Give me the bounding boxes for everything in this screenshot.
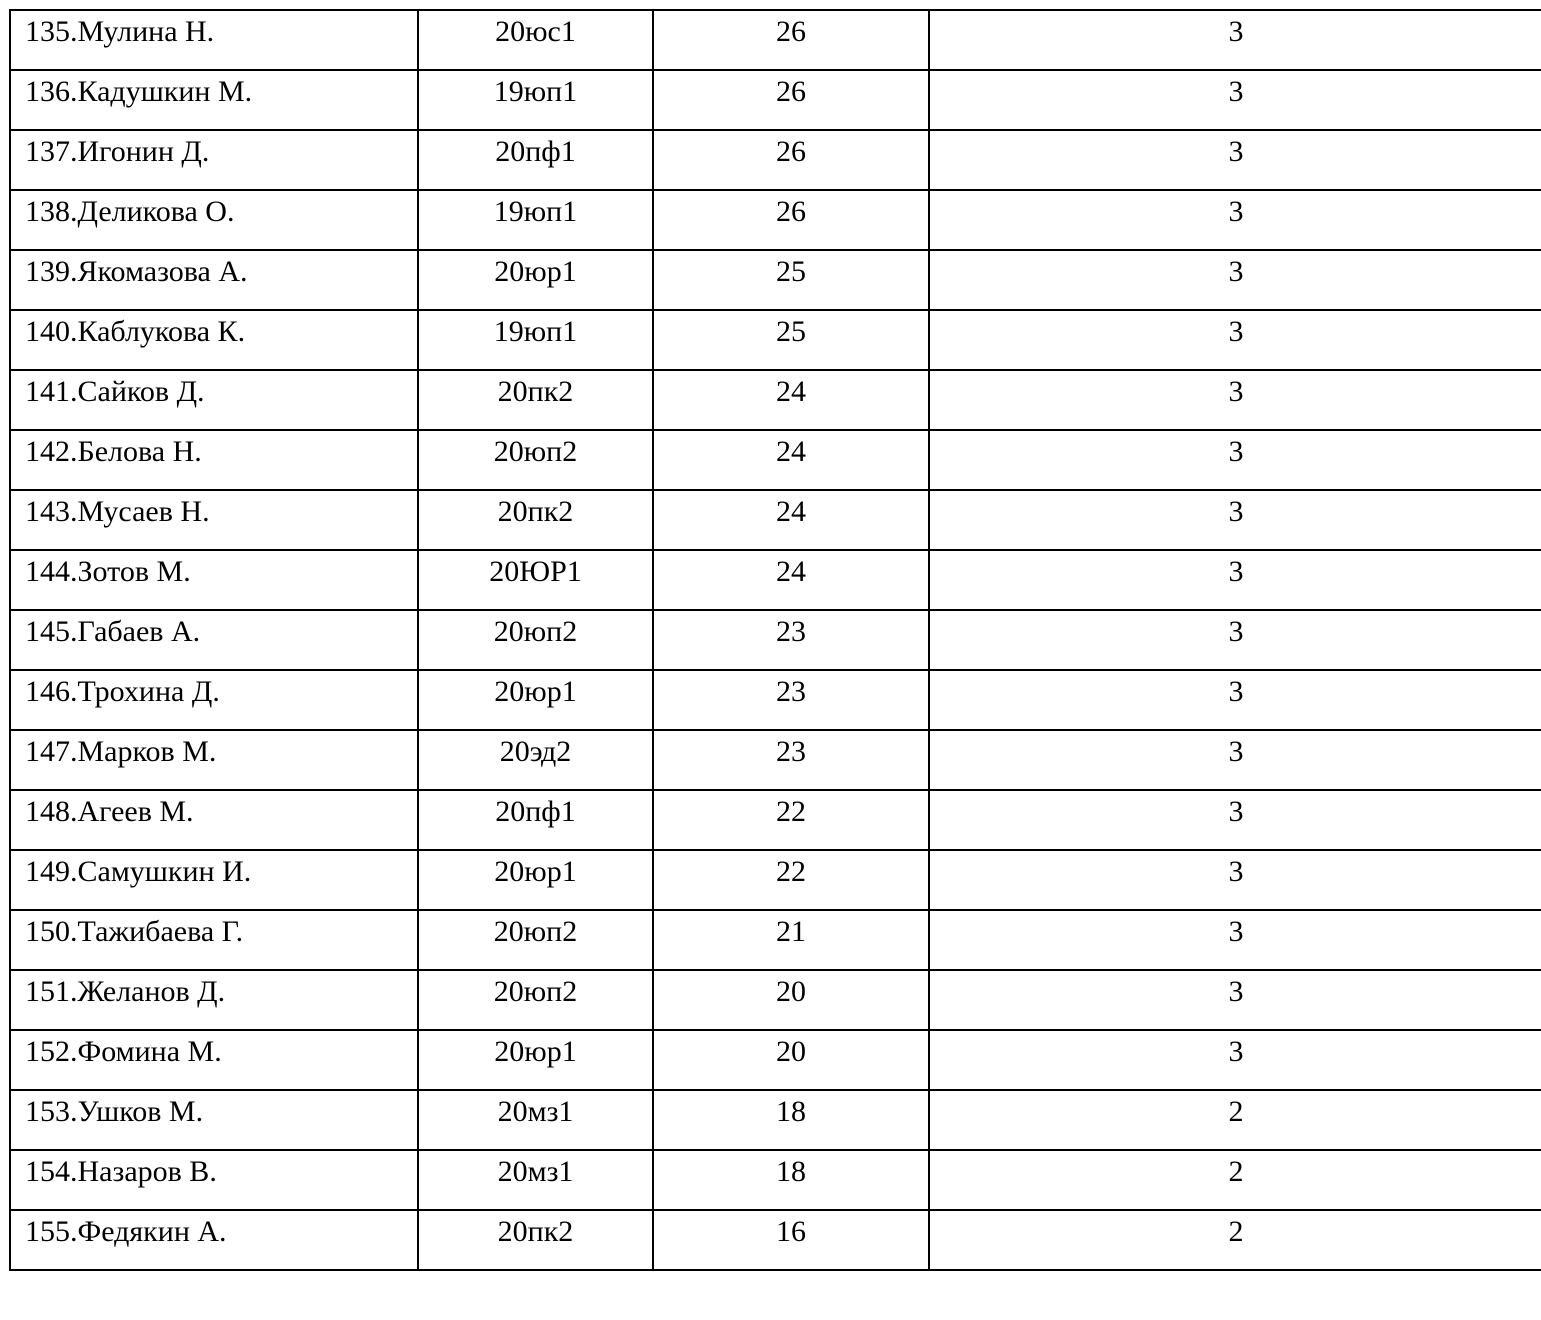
student-name-cell-text: 151.Желанов Д. <box>25 975 226 1008</box>
student-name-cell-text: 136.Кадушкин М. <box>25 75 253 108</box>
grade-cell-text: 3 <box>1228 75 1244 108</box>
student-name-cell-text: 148.Агеев М. <box>25 795 194 828</box>
student-name-cell <box>10 1090 418 1150</box>
score-cell-text: 18 <box>776 1095 806 1128</box>
group-cell <box>418 970 653 1030</box>
student-name-cell-text: 149.Самушкин И. <box>25 855 252 888</box>
score-cell-text: 20 <box>776 1035 806 1068</box>
grade-cell <box>929 1210 1541 1270</box>
grade-cell-text: 3 <box>1228 795 1244 828</box>
table-row <box>10 1150 1541 1210</box>
grade-cell <box>929 1150 1541 1210</box>
score-cell-text: 24 <box>776 555 806 588</box>
grade-cell <box>929 70 1541 130</box>
table-row <box>10 130 1541 190</box>
student-name-cell-text: 137.Игонин Д. <box>25 135 210 168</box>
group-cell-text: 20пк2 <box>497 375 574 408</box>
group-cell-text: 20пк2 <box>497 495 574 528</box>
student-name-cell <box>10 670 418 730</box>
score-cell-text: 23 <box>776 675 806 708</box>
grade-cell-text: 3 <box>1228 915 1244 948</box>
score-cell <box>653 670 929 730</box>
grade-cell <box>929 970 1541 1030</box>
score-cell <box>653 910 929 970</box>
score-cell <box>653 1090 929 1150</box>
student-name-cell <box>10 10 418 70</box>
grade-cell-text: 3 <box>1228 1035 1244 1068</box>
group-cell <box>418 1090 653 1150</box>
group-cell-text: 19юп1 <box>493 195 578 228</box>
group-cell-text: 20пф1 <box>495 135 576 168</box>
student-name-cell <box>10 490 418 550</box>
student-name-cell-text: 139.Якомазова А. <box>25 255 248 288</box>
table-row <box>10 70 1541 130</box>
group-cell <box>418 850 653 910</box>
group-cell <box>418 1210 653 1270</box>
table-row <box>10 190 1541 250</box>
score-cell <box>653 370 929 430</box>
table-row <box>10 790 1541 850</box>
student-name-cell <box>10 370 418 430</box>
score-cell <box>653 850 929 910</box>
score-cell <box>653 190 929 250</box>
score-cell <box>653 70 929 130</box>
group-cell <box>418 610 653 670</box>
grade-cell-text: 3 <box>1228 315 1244 348</box>
grade-cell <box>929 550 1541 610</box>
score-cell-text: 24 <box>776 495 806 528</box>
score-cell-text: 26 <box>776 15 806 48</box>
score-cell <box>653 550 929 610</box>
score-cell <box>653 970 929 1030</box>
grade-cell-text: 3 <box>1228 495 1244 528</box>
student-name-cell <box>10 1210 418 1270</box>
student-name-cell <box>10 130 418 190</box>
group-cell <box>418 1150 653 1210</box>
table-row <box>10 910 1541 970</box>
score-cell <box>653 1210 929 1270</box>
score-cell <box>653 250 929 310</box>
group-cell <box>418 130 653 190</box>
group-cell <box>418 190 653 250</box>
score-cell <box>653 790 929 850</box>
group-cell-text: 19юп1 <box>493 315 578 348</box>
table-row <box>10 730 1541 790</box>
group-cell <box>418 790 653 850</box>
table-row <box>10 250 1541 310</box>
grade-cell-text: 3 <box>1228 855 1244 888</box>
group-cell <box>418 310 653 370</box>
group-cell-text: 20юр1 <box>494 855 577 888</box>
score-cell-text: 24 <box>776 435 806 468</box>
grade-cell <box>929 10 1541 70</box>
group-cell <box>418 250 653 310</box>
group-cell <box>418 370 653 430</box>
table-row <box>10 610 1541 670</box>
grade-cell-text: 3 <box>1228 375 1244 408</box>
group-cell-text: 20юр1 <box>494 255 577 288</box>
score-cell <box>653 430 929 490</box>
grade-cell-text: 3 <box>1228 675 1244 708</box>
grade-cell <box>929 790 1541 850</box>
student-name-cell-text: 144.Зотов М. <box>25 555 191 588</box>
grade-cell <box>929 250 1541 310</box>
student-name-cell-text: 153.Ушков М. <box>25 1095 204 1128</box>
group-cell <box>418 70 653 130</box>
score-cell-text: 16 <box>776 1215 806 1248</box>
score-cell-text: 21 <box>776 915 806 948</box>
group-cell <box>418 670 653 730</box>
student-name-cell-text: 142.Белова Н. <box>25 435 202 468</box>
grade-cell <box>929 190 1541 250</box>
grade-cell <box>929 490 1541 550</box>
grade-cell-text: 2 <box>1228 1155 1244 1188</box>
table-row <box>10 490 1541 550</box>
group-cell-text: 20пф1 <box>495 795 576 828</box>
table-row <box>10 670 1541 730</box>
grade-cell-text: 3 <box>1228 615 1244 648</box>
score-cell-text: 23 <box>776 615 806 648</box>
results-table <box>9 9 1541 1271</box>
grade-cell <box>929 1090 1541 1150</box>
group-cell <box>418 1030 653 1090</box>
group-cell <box>418 550 653 610</box>
grade-cell-text: 2 <box>1228 1215 1244 1248</box>
table-row <box>10 430 1541 490</box>
table-row <box>10 850 1541 910</box>
grade-cell-text: 3 <box>1228 195 1244 228</box>
group-cell-text: 20эд2 <box>499 735 572 768</box>
student-name-cell <box>10 430 418 490</box>
group-cell-text: 19юп1 <box>493 75 578 108</box>
score-cell <box>653 730 929 790</box>
group-cell-text: 20юп2 <box>493 615 578 648</box>
student-name-cell <box>10 250 418 310</box>
student-name-cell-text: 152.Фомина М. <box>25 1035 222 1068</box>
grade-cell-text: 3 <box>1228 735 1244 768</box>
score-cell-text: 18 <box>776 1155 806 1188</box>
group-cell-text: 20юп2 <box>493 915 578 948</box>
score-cell-text: 26 <box>776 135 806 168</box>
student-name-cell-text: 140.Каблукова К. <box>25 315 246 348</box>
score-cell <box>653 1030 929 1090</box>
group-cell-text: 20пк2 <box>497 1215 574 1248</box>
group-cell <box>418 430 653 490</box>
student-name-cell <box>10 850 418 910</box>
group-cell <box>418 10 653 70</box>
table-row <box>10 1210 1541 1270</box>
student-name-cell-text: 146.Трохина Д. <box>25 675 220 708</box>
grade-cell <box>929 730 1541 790</box>
student-name-cell <box>10 1150 418 1210</box>
score-cell <box>653 310 929 370</box>
group-cell <box>418 910 653 970</box>
group-cell-text: 20юп2 <box>493 975 578 1008</box>
student-name-cell <box>10 610 418 670</box>
grade-cell <box>929 370 1541 430</box>
student-name-cell-text: 155.Федякин А. <box>25 1215 227 1248</box>
grade-cell <box>929 910 1541 970</box>
grade-cell <box>929 670 1541 730</box>
grade-cell-text: 3 <box>1228 435 1244 468</box>
score-cell <box>653 610 929 670</box>
grade-cell <box>929 1030 1541 1090</box>
results-table-body <box>10 10 1541 1270</box>
student-name-cell <box>10 550 418 610</box>
table-row <box>10 1090 1541 1150</box>
grade-cell-text: 3 <box>1228 15 1244 48</box>
student-name-cell-text: 147.Марков М. <box>25 735 217 768</box>
group-cell-text: 20ЮР1 <box>489 555 582 588</box>
grade-cell-text: 3 <box>1228 135 1244 168</box>
table-row <box>10 550 1541 610</box>
student-name-cell <box>10 70 418 130</box>
student-name-cell-text: 135.Мулина Н. <box>25 15 215 48</box>
group-cell-text: 20мз1 <box>497 1095 574 1128</box>
grade-cell <box>929 130 1541 190</box>
student-name-cell <box>10 1030 418 1090</box>
student-name-cell <box>10 310 418 370</box>
grade-cell-text: 3 <box>1228 975 1244 1008</box>
table-row <box>10 370 1541 430</box>
table-row <box>10 310 1541 370</box>
table-row <box>10 1030 1541 1090</box>
grade-cell-text: 3 <box>1228 555 1244 588</box>
grade-cell-text: 2 <box>1228 1095 1244 1128</box>
group-cell-text: 20юс1 <box>495 15 576 48</box>
score-cell-text: 20 <box>776 975 806 1008</box>
score-cell-text: 23 <box>776 735 806 768</box>
student-name-cell <box>10 790 418 850</box>
score-cell-text: 26 <box>776 195 806 228</box>
group-cell-text: 20юр1 <box>494 1035 577 1068</box>
student-name-cell <box>10 910 418 970</box>
table-row <box>10 10 1541 70</box>
score-cell-text: 25 <box>776 255 806 288</box>
student-name-cell-text: 150.Тажибаева Г. <box>25 915 244 948</box>
student-name-cell-text: 141.Сайков Д. <box>25 375 205 408</box>
score-cell-text: 25 <box>776 315 806 348</box>
group-cell-text: 20мз1 <box>497 1155 574 1188</box>
score-cell-text: 22 <box>776 855 806 888</box>
group-cell <box>418 490 653 550</box>
grade-cell <box>929 850 1541 910</box>
student-name-cell <box>10 730 418 790</box>
score-cell <box>653 490 929 550</box>
student-name-cell-text: 143.Мусаев Н. <box>25 495 210 528</box>
score-cell <box>653 130 929 190</box>
group-cell <box>418 730 653 790</box>
grade-cell-text: 3 <box>1228 255 1244 288</box>
student-name-cell <box>10 970 418 1030</box>
score-cell <box>653 1150 929 1210</box>
table-row <box>10 970 1541 1030</box>
grade-cell <box>929 310 1541 370</box>
grade-cell <box>929 610 1541 670</box>
student-name-cell-text: 154.Назаров В. <box>25 1155 217 1188</box>
score-cell-text: 26 <box>776 75 806 108</box>
student-name-cell <box>10 190 418 250</box>
group-cell-text: 20юр1 <box>494 675 577 708</box>
score-cell-text: 24 <box>776 375 806 408</box>
score-cell-text: 22 <box>776 795 806 828</box>
group-cell-text: 20юп2 <box>493 435 578 468</box>
score-cell <box>653 10 929 70</box>
student-name-cell-text: 145.Габаев А. <box>25 615 201 648</box>
grade-cell <box>929 430 1541 490</box>
student-name-cell-text: 138.Деликова О. <box>25 195 235 228</box>
